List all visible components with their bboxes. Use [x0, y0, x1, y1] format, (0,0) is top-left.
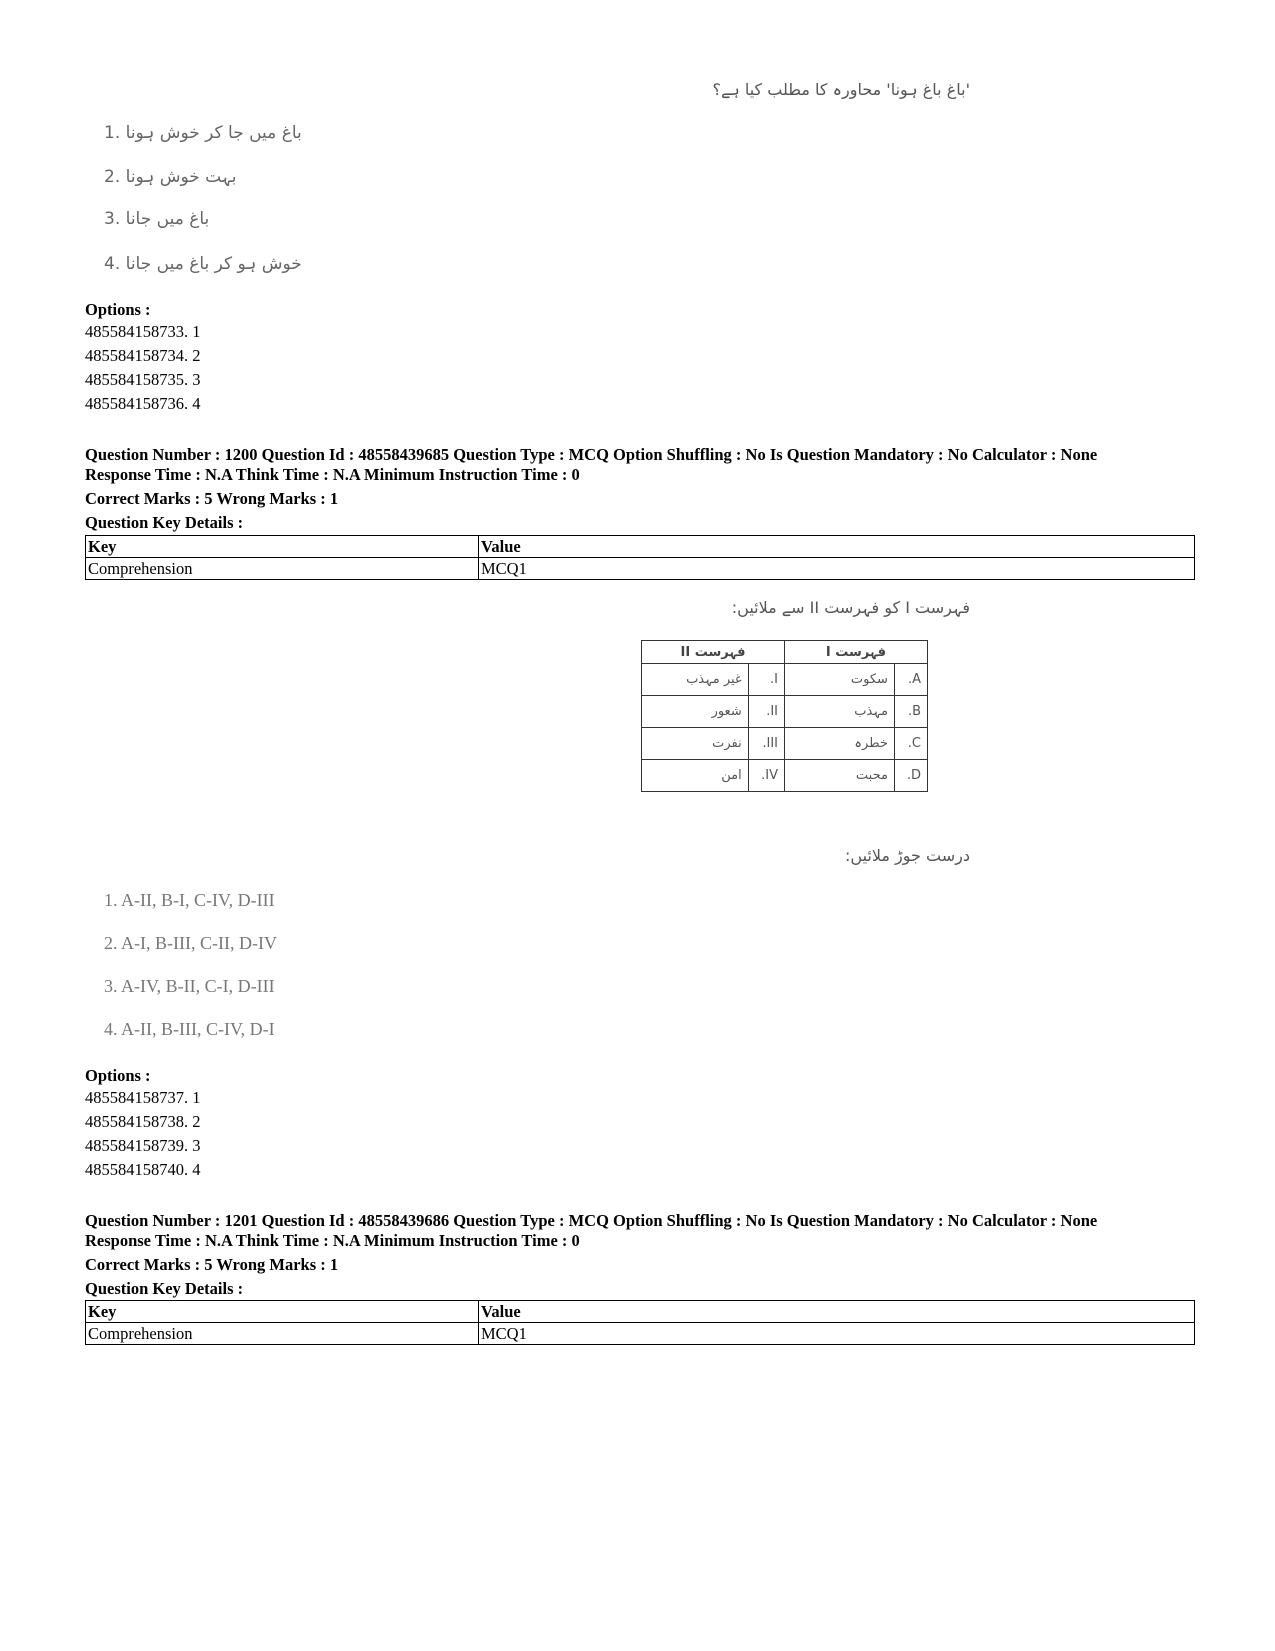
q1199-question-text: 'باغ باغ ہونا' محاورہ کا مطلب کیا ہے؟: [712, 80, 970, 99]
q1201-marks: Correct Marks : 5 Wrong Marks : 1: [85, 1255, 339, 1274]
list1-letter: B.: [894, 696, 927, 728]
table-row: [642, 664, 928, 696]
value-cell: MCQ1: [479, 558, 1195, 580]
list2-text: غیر مہذب: [642, 664, 749, 696]
list1-letter: D.: [894, 760, 927, 792]
list1-text: مہذب: [785, 696, 895, 728]
list1-header: فہرست I: [785, 641, 928, 664]
q1200-question-text: فہرست I کو فہرست II سے ملائیں:: [731, 598, 970, 617]
table-row: [86, 1323, 1195, 1345]
q1201-key-table: [85, 1300, 1195, 1345]
options-label: Options :: [85, 1066, 151, 1085]
option-line: 485584158733. 1: [85, 322, 201, 341]
q1200-key-table-wrap: [85, 535, 1195, 580]
list1-text: خطرہ: [785, 728, 895, 760]
table-row: [642, 760, 928, 792]
list1-letter: A.: [894, 664, 927, 696]
q1201-key-details-label: Question Key Details :: [85, 1279, 244, 1298]
q1201-meta-line2: Response Time : N.A Think Time : N.A Minimum Instruction Time : 0: [85, 1231, 580, 1250]
q1200-choice-1: 1. A-II, B-I, C-IV, D-III: [104, 890, 275, 910]
q1200-options-block: [85, 1066, 201, 1182]
q1200-key-table: [85, 535, 1195, 580]
list2-text: امن: [642, 760, 749, 792]
list1-text: سکوت: [785, 664, 895, 696]
q1201-meta-line1: Question Number : 1201 Question Id : 48558439686 Question Type : MCQ Option Shuffling : No Is Question Mandatory : No Calculator : None: [85, 1211, 1098, 1230]
list2-header: فہرست II: [642, 641, 785, 664]
q1199-choice-4: خوش ہو کر باغ میں جانا .4: [104, 254, 302, 274]
table-row: [642, 696, 928, 728]
list1-letter: C.: [894, 728, 927, 760]
option-line: 485584158735. 3: [85, 370, 201, 389]
option-line: 485584158736. 4: [85, 394, 201, 413]
list2-text: نفرت: [642, 728, 749, 760]
list2-roman: II.: [748, 696, 784, 728]
table-row: [86, 536, 1195, 558]
key-header: Key: [86, 536, 479, 558]
q1200-marks: Correct Marks : 5 Wrong Marks : 1: [85, 489, 339, 508]
value-cell: MCQ1: [479, 1323, 1195, 1345]
q1200-match-table-wrap: [641, 640, 928, 792]
q1200-choice-3: 3. A-IV, B-II, C-I, D-III: [104, 976, 275, 996]
list2-text: شعور: [642, 696, 749, 728]
q1199-options-block: [85, 300, 201, 416]
q1200-meta-line2: Response Time : N.A Think Time : N.A Minimum Instruction Time : 0: [85, 465, 580, 484]
key-cell: Comprehension: [86, 558, 479, 580]
list2-roman: IV.: [748, 760, 784, 792]
option-line: 485584158738. 2: [85, 1112, 201, 1131]
q1200-meta-line1: Question Number : 1200 Question Id : 48558439685 Question Type : MCQ Option Shuffling : No Is Question Mandatory : No Calculator : None: [85, 445, 1098, 464]
q1200-sub-prompt: درست جوڑ ملائیں:: [845, 846, 970, 865]
list1-text: محبت: [785, 760, 895, 792]
option-line: 485584158740. 4: [85, 1160, 201, 1179]
table-row: [86, 558, 1195, 580]
q1201-key-table-wrap: [85, 1300, 1195, 1345]
table-row: [642, 641, 928, 664]
value-header: Value: [479, 536, 1195, 558]
q1200-choice-2: 2. A-I, B-III, C-II, D-IV: [104, 933, 277, 953]
q1200-choice-4: 4. A-II, B-III, C-IV, D-I: [104, 1019, 275, 1039]
q1199-choice-1: باغ میں جا کر خوش ہونا .1: [104, 123, 302, 143]
list2-roman: III.: [748, 728, 784, 760]
table-row: [86, 1301, 1195, 1323]
key-header: Key: [86, 1301, 479, 1323]
key-cell: Comprehension: [86, 1323, 479, 1345]
option-line: 485584158734. 2: [85, 346, 201, 365]
table-row: [642, 728, 928, 760]
q1200-header: [85, 445, 1235, 533]
value-header: Value: [479, 1301, 1195, 1323]
q1201-header: [85, 1211, 1235, 1299]
option-line: 485584158737. 1: [85, 1088, 201, 1107]
option-line: 485584158739. 3: [85, 1136, 201, 1155]
q1200-match-table: [641, 640, 928, 792]
q1199-choice-3: باغ میں جانا .3: [104, 209, 210, 229]
options-label: Options :: [85, 300, 151, 319]
q1200-key-details-label: Question Key Details :: [85, 513, 244, 532]
q1199-choice-2: بہت خوش ہونا .2: [104, 167, 237, 187]
list2-roman: I.: [748, 664, 784, 696]
